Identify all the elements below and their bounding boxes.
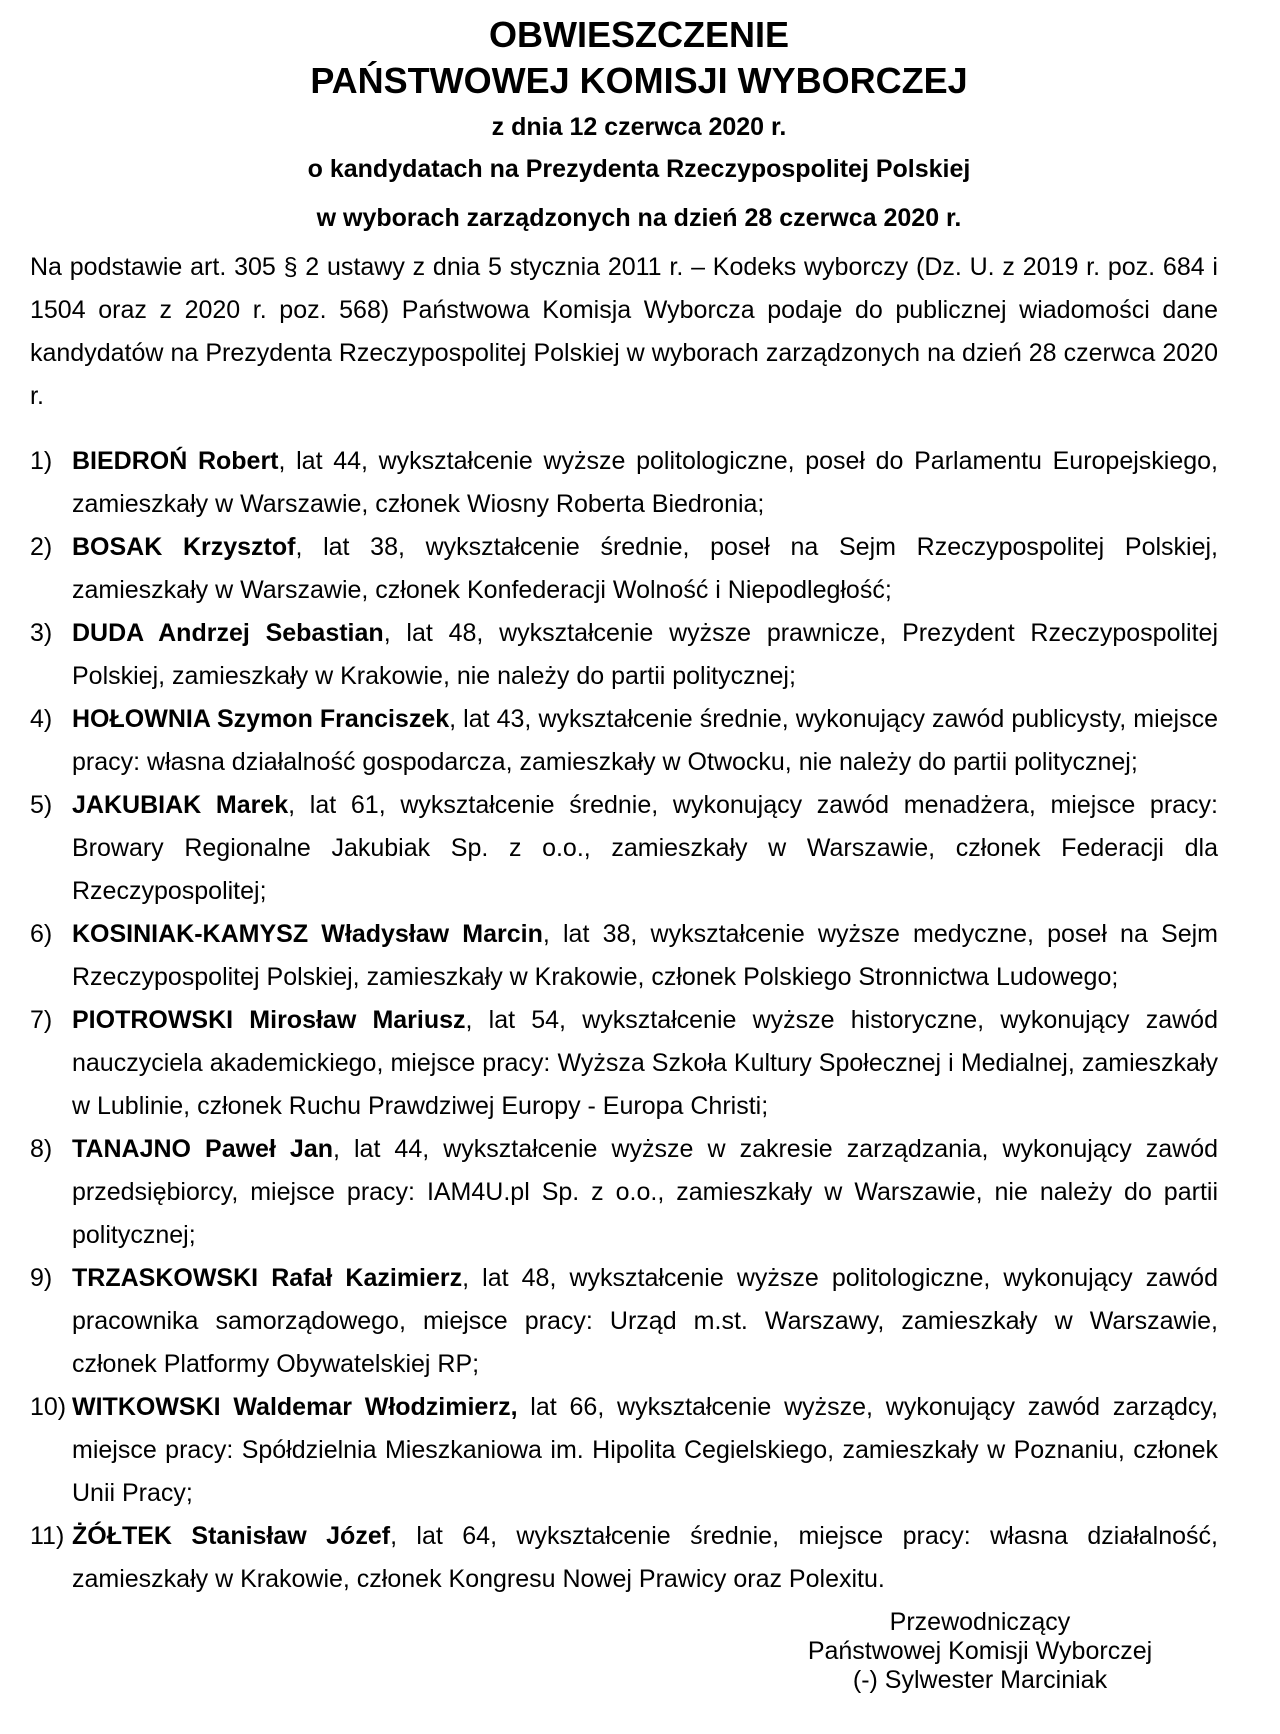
document-subject: o kandydatach na Prezydenta Rzeczypospolitej Polskiej [307, 155, 971, 183]
candidate-details: , lat 38, wykształcenie średnie, poseł na Sejm Rzeczypospolitej Polskiej, zamieszkały w Warszawie, członek Konfederacji Wolność i Niepodległość; [72, 533, 1218, 604]
candidate-item [30, 612, 1218, 698]
candidate-details: , lat 44, wykształcenie wyższe politologiczne, poseł do Parlamentu Europejskiego, zamieszkały w Warszawie, członek Wiosny Roberta Biedronia; [72, 447, 1219, 518]
document-title: OBWIESZCZENIE [488, 14, 789, 55]
candidate-name: DUDA Andrzej Sebastian [72, 619, 384, 647]
candidate-item [30, 526, 1218, 612]
candidate-item [30, 1257, 1218, 1386]
candidate-name: BOSAK Krzysztof [72, 533, 296, 561]
candidate-details: , lat 44, wykształcenie wyższe w zakresie zarządzania, wykonujący zawód przedsiębiorcy, miejsce pracy: IAM4U.pl Sp. z o.o., zamieszkały w Warszawie, nie należy do partii politycznej; [72, 1135, 1219, 1249]
candidate-details: , lat 43, wykształcenie średnie, wykonujący zawód publicysty, miejsce pracy: własna działalność gospodarcza, zamieszkały w Otwocku, nie należy do partii politycznej; [72, 705, 1219, 776]
candidate-details: , lat 61, wykształcenie średnie, wykonujący zawód menadżera, miejsce pracy: Browary Regionalne Jakubiak Sp. z o.o., zamieszkały w Warszawie, członek Federacji dla Rzeczypospolitej; [72, 791, 1218, 905]
candidate-number: 1) [30, 447, 53, 475]
candidate-number: 2) [30, 533, 53, 561]
candidate-item [30, 440, 1218, 526]
signature-institution: Państwowej Komisji Wyborczej [807, 1637, 1153, 1665]
candidate-number: 5) [30, 791, 53, 819]
candidate-item [30, 913, 1218, 999]
signature-role: Przewodniczący [889, 1608, 1071, 1636]
candidate-item [30, 1386, 1218, 1515]
election-date: w wyborach zarządzonych na dzień 28 czerwca 2020 r. [316, 204, 962, 232]
candidate-name: BIEDROŃ Robert [72, 447, 279, 475]
candidate-name: TRZASKOWSKI Rafał Kazimierz [72, 1264, 463, 1292]
intro-paragraph: Na podstawie art. 305 § 2 ustawy z dnia 5 stycznia 2011 r. – Kodeks wyborczy (Dz. U. z 2019 r. poz. 684 i 1504 oraz z 2020 r. poz. 568) Państwowa Komisja Wyborcza podaje do publicznej wiadomości dane kandydatów na Prezydenta Rzeczypospolitej Polskiej w wyborach zarządzonych na dzień 28 czerwca 2020 r. [30, 253, 1218, 410]
candidate-number: 4) [30, 705, 53, 733]
candidate-item [30, 999, 1218, 1128]
candidate-name: ŻÓŁTEK Stanisław Józef [72, 1522, 391, 1550]
signature-block [800, 1608, 1160, 1695]
candidate-name: KOSINIAK-KAMYSZ Władysław Marcin [72, 920, 543, 948]
candidate-name: JAKUBIAK Marek [72, 791, 289, 819]
issuer-name: PAŃSTWOWEJ KOMISJI WYBORCZEJ [310, 60, 968, 101]
candidate-number: 11) [30, 1522, 65, 1550]
candidate-item [30, 784, 1218, 913]
candidate-details: , lat 48, wykształcenie wyższe prawnicze, Prezydent Rzeczypospolitej Polskiej, zamieszkały w Krakowie, nie należy do partii politycznej; [72, 619, 1219, 690]
candidate-number: 8) [30, 1135, 53, 1163]
candidate-details: , lat 48, wykształcenie wyższe politologiczne, wykonujący zawód pracownika samorządowego, miejsce pracy: Urząd m.st. Warszawy, zamieszkały w Warszawie, członek Platformy Obywatelskiej RP; [72, 1264, 1218, 1378]
candidate-number: 9) [30, 1264, 53, 1292]
candidate-item [30, 1515, 1218, 1601]
candidate-number: 3) [30, 619, 53, 647]
candidate-number: 7) [30, 1006, 53, 1034]
candidate-details: , lat 38, wykształcenie wyższe medyczne, poseł na Sejm Rzeczypospolitej Polskiej, zamieszkały w Krakowie, członek Polskiego Stronnictwa Ludowego; [72, 920, 1218, 991]
candidate-details: lat 66, wykształcenie wyższe, wykonujący zawód zarządcy, miejsce pracy: Spółdzielnia Mieszkaniowa im. Hipolita Cegielskiego, zamieszkały w Poznaniu, członek Unii Pracy; [72, 1393, 1218, 1507]
candidate-details: , lat 54, wykształcenie wyższe historyczne, wykonujący zawód nauczyciela akademickiego, miejsce pracy: Wyższa Szkoła Kultury Społecznej i Medialnej, zamieszkały w Lublinie, członek Ruchu Prawdziwej Europy - Europa Christi; [72, 1006, 1218, 1120]
candidate-item [30, 698, 1218, 784]
candidate-details: , lat 64, wykształcenie średnie, miejsce pracy: własna działalność, zamieszkały w Krakowie, członek Kongresu Nowej Prawicy oraz Polexitu. [72, 1522, 1218, 1593]
candidate-name: HOŁOWNIA Szymon Franciszek [72, 705, 450, 733]
document-heading [60, 0, 1218, 239]
candidate-name: TANAJNO Paweł Jan [72, 1135, 334, 1163]
candidate-name: PIOTROWSKI Mirosław Mariusz [72, 1006, 466, 1034]
candidate-list [30, 440, 1218, 1601]
candidate-number: 10) [30, 1393, 67, 1421]
candidate-number: 6) [30, 920, 53, 948]
candidate-item [30, 1128, 1218, 1257]
candidate-name: WITKOWSKI Waldemar Włodzimierz, [72, 1393, 518, 1421]
document-date: z dnia 12 czerwca 2020 r. [491, 113, 787, 141]
signature-name: (-) Sylwester Marciniak [852, 1666, 1108, 1694]
